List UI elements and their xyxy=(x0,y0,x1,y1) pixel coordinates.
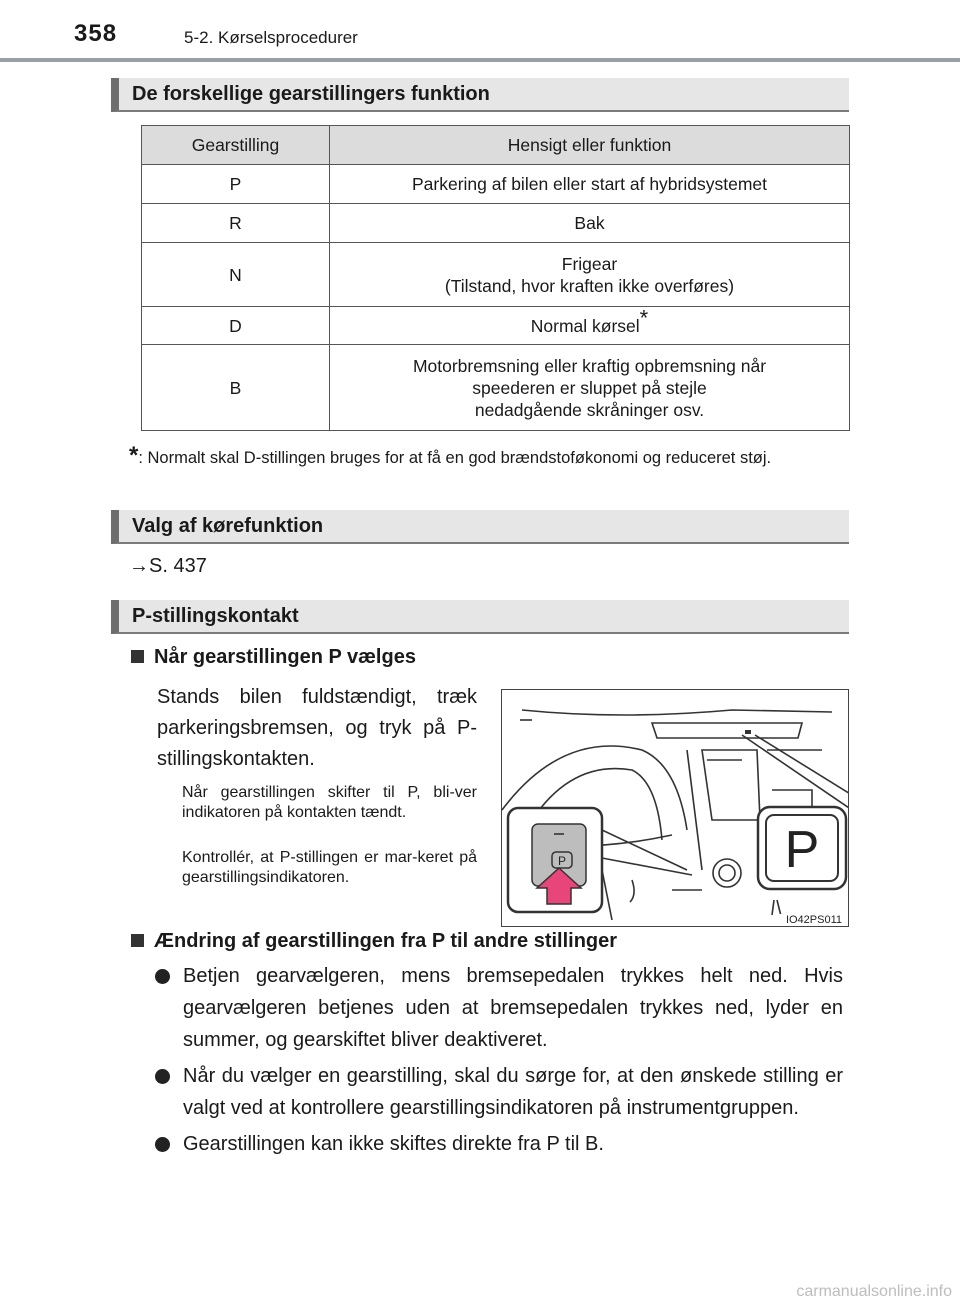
table-row xyxy=(142,204,850,243)
table-header-row xyxy=(142,126,850,165)
table-row xyxy=(142,243,850,307)
note-indicator-lit: Når gearstillingen skifter til P, bli-ver indikatoren på kontakten tændt. xyxy=(182,784,477,821)
bullet-dot-icon xyxy=(155,969,170,984)
table-row xyxy=(142,345,850,431)
list-item xyxy=(155,1128,843,1160)
column-header-position: Gearstilling xyxy=(142,126,330,165)
gear-position: N xyxy=(142,243,330,307)
gear-function: Normal kørsel xyxy=(530,315,640,336)
subheading-text: Ændring af gearstillingen fra P til andre stillinger xyxy=(154,930,618,952)
header-divider xyxy=(0,58,960,62)
footnote-text: : Normalt skal D-stillingen bruges for at få en god brændstoføkonomi og reduceret støj. xyxy=(138,449,772,467)
chapter-title: 5-2. Kørselsprocedurer xyxy=(184,28,358,47)
square-bullet-icon xyxy=(131,934,144,947)
section-gear-function xyxy=(111,78,849,112)
gear-function: Bak xyxy=(330,204,850,243)
section-title: Valg af kørefunktion xyxy=(132,515,324,537)
subheading-p-selected xyxy=(131,646,416,669)
table-row xyxy=(142,165,850,204)
gear-table xyxy=(141,125,850,431)
gear-position: B xyxy=(142,345,330,431)
p-switch-illustration xyxy=(501,689,849,927)
list-item-text: Når du vælger en gearstilling, skal du sørge for, at den ønskede stilling er valgt ved at kontrollere gearstillingsindikatoren på instrumentgruppen. xyxy=(183,1065,843,1119)
instruction-text: Stands bilen fuldstændigt, træk parkeringsbremsen, og tryk på P-stillingskontakten. xyxy=(157,686,477,770)
p-indicator-label: P xyxy=(784,821,820,879)
footnote-marker: * xyxy=(639,304,649,330)
indicator-dot xyxy=(745,730,751,734)
list-item xyxy=(155,1060,843,1124)
section-title: De forskellige gearstillingers funktion xyxy=(132,83,490,105)
square-bullet-icon xyxy=(131,650,144,663)
subheading-text: Når gearstillingen P vælges xyxy=(154,646,416,668)
gear-function: Motorbremsning eller kraftig opbremsning når speederen er sluppet på stejle nedadgående skråninger osv. xyxy=(330,345,850,431)
gear-position: D xyxy=(142,307,330,345)
section-title: P-stillingskontakt xyxy=(132,605,299,627)
note-check-indicator: Kontrollér, at P-stillingen er mar-keret på gearstillingsindikatoren. xyxy=(182,849,477,886)
page-reference-link[interactable]: →S. 437 xyxy=(129,555,207,577)
bullet-dot-icon xyxy=(155,1069,170,1084)
section-p-switch xyxy=(111,600,849,634)
subheading-change-from-p xyxy=(131,930,617,953)
gear-function: Parkering af bilen eller start af hybridsystemet xyxy=(330,165,850,204)
table-row xyxy=(142,307,850,345)
section-drive-mode xyxy=(111,510,849,544)
page-number: 358 xyxy=(74,20,118,47)
footer-watermark: carmanualsonline.info xyxy=(796,1283,952,1300)
column-header-function: Hensigt eller funktion xyxy=(330,126,850,165)
gear-function-cell xyxy=(330,304,850,345)
list-item xyxy=(155,960,843,1056)
gear-function: Frigear (Tilstand, hvor kraften ikke overføres) xyxy=(330,243,850,307)
figure-code: IO42PS011 xyxy=(785,914,842,926)
bullet-list xyxy=(155,960,843,1164)
footnote xyxy=(129,443,843,471)
gear-position: R xyxy=(142,204,330,243)
gear-position: P xyxy=(142,165,330,204)
p-switch-symbol: P xyxy=(557,854,567,868)
list-item-text: Gearstillingen kan ikke skiftes direkte fra P til B. xyxy=(183,1133,604,1155)
list-item-text: Betjen gearvælgeren, mens bremsepedalen trykkes helt ned. Hvis gearvælgeren betjenes uden at bremsepedalen trykkes ned, lyder en summer, og gearskiftet bliver deaktiveret. xyxy=(183,965,843,1051)
bullet-dot-icon xyxy=(155,1137,170,1152)
dashboard-drawing xyxy=(502,690,848,926)
footnote-mark: * xyxy=(129,442,139,469)
